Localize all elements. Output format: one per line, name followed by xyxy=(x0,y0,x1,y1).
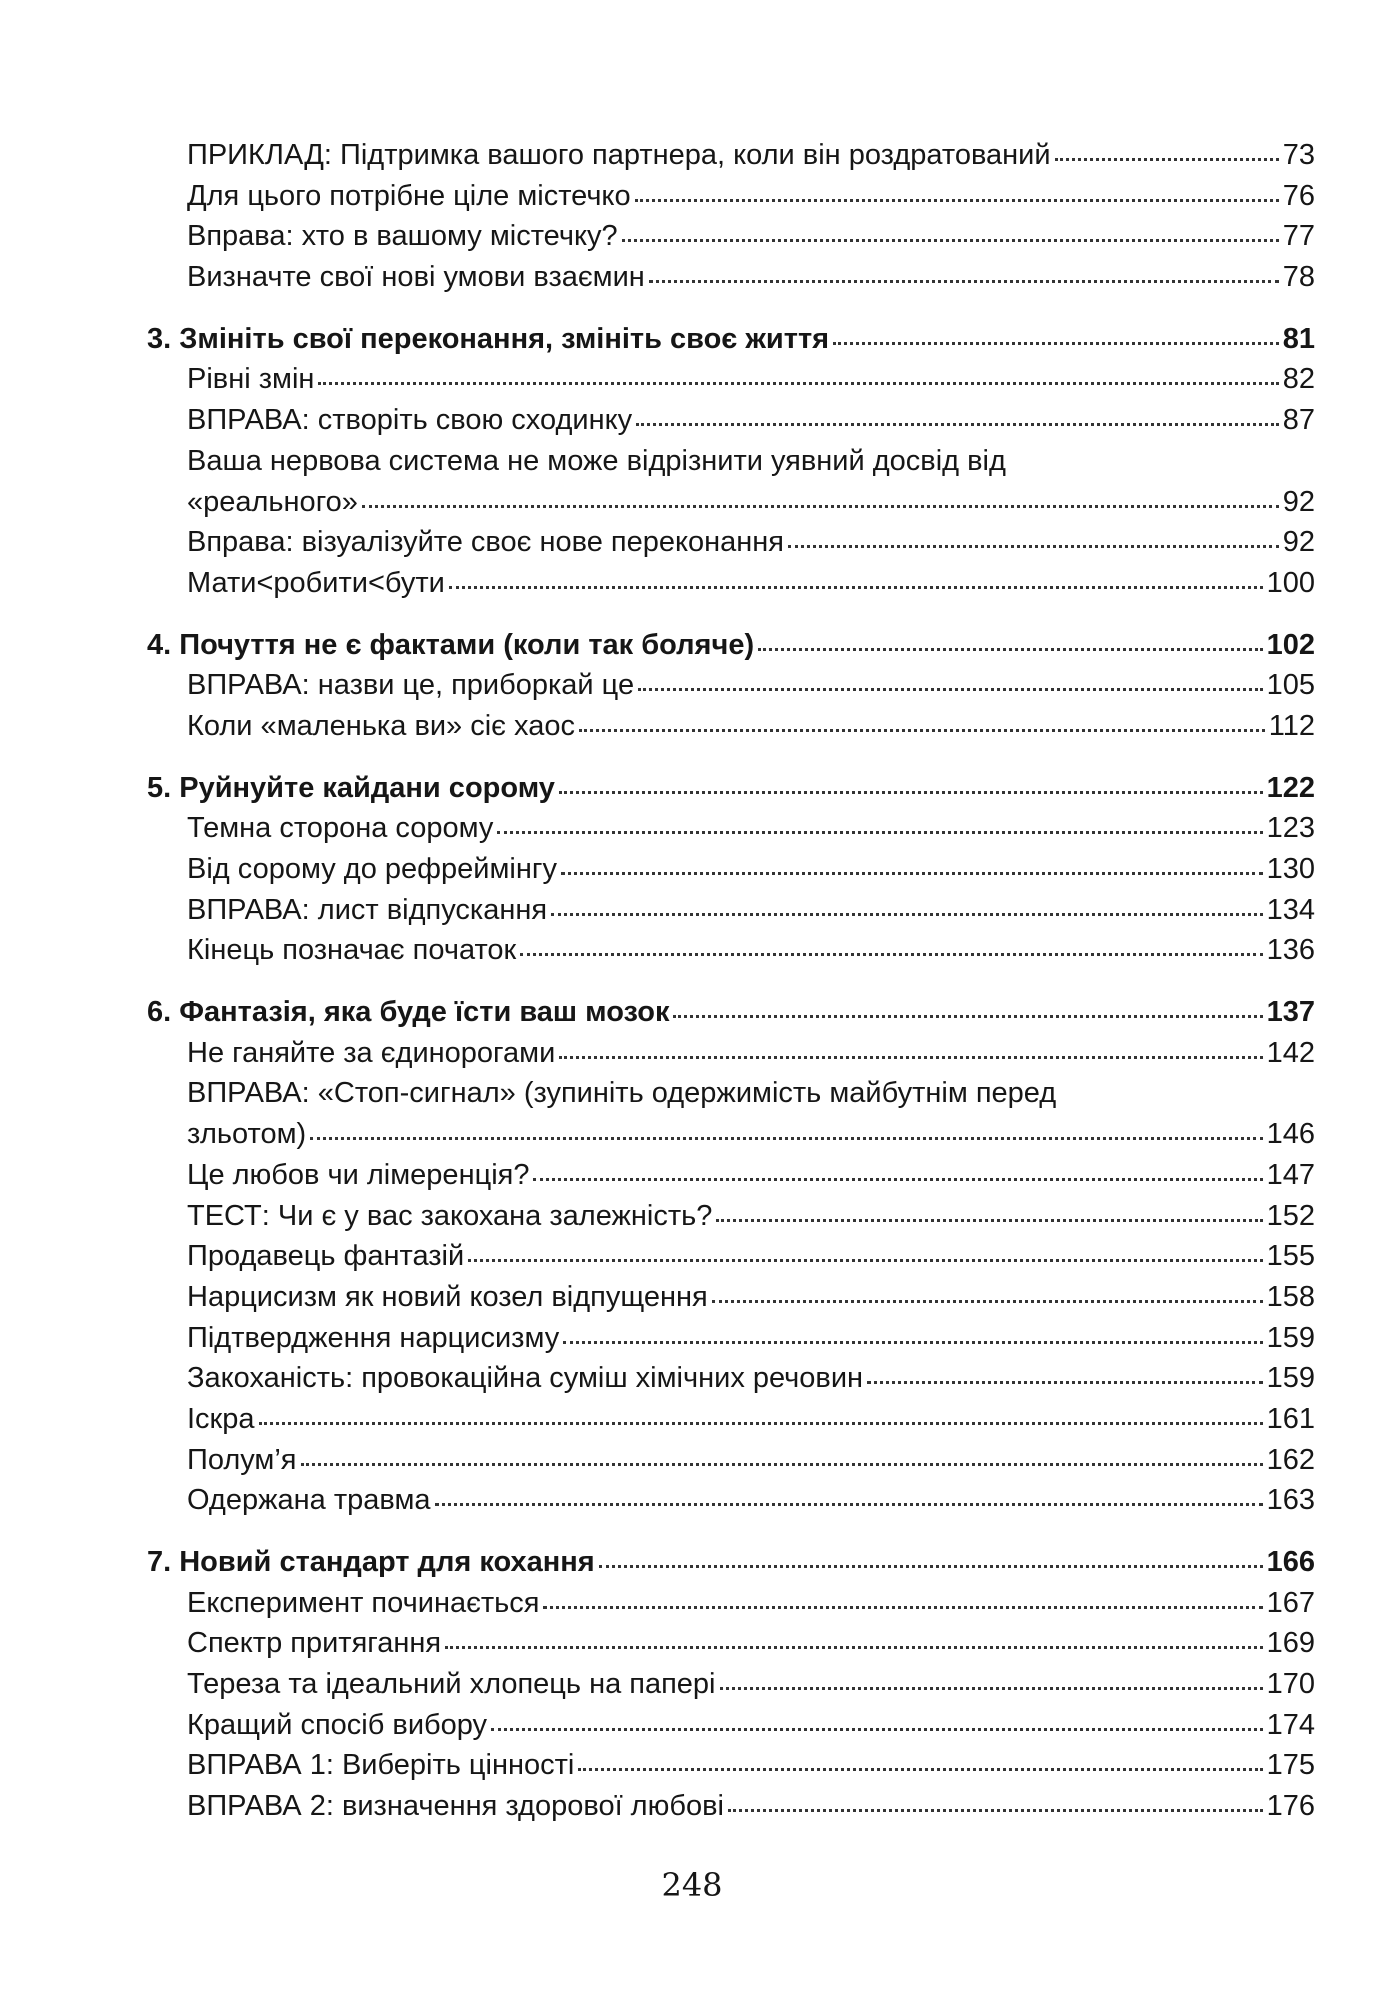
dot-leader xyxy=(520,953,1262,956)
toc-entry[interactable] xyxy=(147,849,1315,890)
entry-title: Полум’я xyxy=(187,1443,297,1476)
page-number: 248 xyxy=(661,1866,723,1904)
dot-leader xyxy=(559,1056,1262,1059)
chapter-entry[interactable] xyxy=(147,1542,1315,1583)
toc-entry[interactable] xyxy=(147,1583,1315,1624)
entry-title: Вправа: візуалізуйте своє нове переконання xyxy=(187,526,785,559)
entry-title: Продавець фантазій xyxy=(187,1240,465,1273)
toc-entry[interactable] xyxy=(147,1114,1315,1155)
entry-page-number: 155 xyxy=(1266,1240,1315,1273)
entry-page-number: 146 xyxy=(1266,1118,1315,1151)
entry-page-number: 82 xyxy=(1282,363,1315,396)
entry-page-number: 87 xyxy=(1282,404,1315,437)
entry-title: 6. Фантазія, яка буде їсти ваш мозок xyxy=(147,996,670,1029)
dot-leader xyxy=(468,1259,1262,1262)
entry-title: 4. Почуття не є фактами (коли так боляче) xyxy=(147,628,755,661)
toc-entry[interactable] xyxy=(147,1196,1315,1237)
toc-section xyxy=(147,768,1315,971)
entry-page-number: 78 xyxy=(1282,261,1315,294)
dot-leader xyxy=(638,688,1263,691)
toc-entry[interactable] xyxy=(147,1664,1315,1705)
entry-page-number: 147 xyxy=(1266,1158,1315,1191)
entry-page-number: 159 xyxy=(1266,1321,1315,1354)
dot-leader xyxy=(867,1381,1263,1384)
entry-page-number: 174 xyxy=(1266,1708,1315,1741)
dot-leader xyxy=(673,1015,1262,1018)
entry-title: зльотом) xyxy=(187,1118,307,1151)
dot-leader xyxy=(716,1219,1262,1222)
entry-title: 7. Новий стандарт для кохання xyxy=(147,1546,595,1578)
entry-title: Коли «маленька ви» сіє хаос xyxy=(187,709,575,742)
toc-entry[interactable] xyxy=(147,135,1315,176)
dot-leader xyxy=(728,1809,1263,1812)
toc-entry[interactable] xyxy=(147,1786,1315,1827)
entry-page-number: 102 xyxy=(1266,628,1315,661)
toc-entry[interactable] xyxy=(147,1358,1315,1399)
chapter-entry[interactable] xyxy=(147,992,1315,1033)
entry-title: ВПРАВА: «Стоп-сигнал» (зупиніть одержимість майбутнім перед xyxy=(187,1077,1057,1110)
toc-entry[interactable] xyxy=(147,400,1315,441)
dot-leader xyxy=(551,913,1263,916)
entry-title: ВПРАВА: створіть свою сходинку xyxy=(187,404,633,437)
dot-leader xyxy=(622,239,1279,242)
toc-entry[interactable] xyxy=(147,482,1315,523)
entry-page-number: 92 xyxy=(1282,526,1315,559)
entry-page-number: 112 xyxy=(1268,709,1315,742)
entry-title: Темна сторона сорому xyxy=(187,812,494,845)
toc-entry[interactable] xyxy=(147,522,1315,563)
entry-page-number: 100 xyxy=(1266,566,1315,599)
toc-section xyxy=(147,135,1315,298)
dot-leader xyxy=(635,199,1279,202)
entry-page-number: 162 xyxy=(1266,1443,1315,1476)
entry-page-number: 77 xyxy=(1282,220,1315,253)
entry-title: Нарцисизм як новий козел відпущення xyxy=(187,1280,708,1313)
dot-leader xyxy=(543,1606,1262,1609)
dot-leader xyxy=(497,831,1262,834)
toc-entry[interactable] xyxy=(147,1623,1315,1664)
entry-title: Мати<робити<бути xyxy=(187,566,445,599)
toc-entry[interactable] xyxy=(147,1073,1315,1114)
dot-leader xyxy=(362,505,1279,508)
chapter-entry[interactable] xyxy=(147,625,1315,666)
entry-title: Одержана травма xyxy=(187,1484,431,1517)
toc-entry[interactable] xyxy=(147,359,1315,400)
toc-entry[interactable] xyxy=(147,1705,1315,1746)
dot-leader xyxy=(559,791,1263,794)
entry-page-number: 81 xyxy=(1282,322,1315,355)
toc-section xyxy=(147,1542,1315,1827)
entry-title: Рівні змін xyxy=(187,363,315,396)
dot-leader xyxy=(649,280,1279,283)
dot-leader xyxy=(720,1687,1263,1690)
entry-page-number: 92 xyxy=(1282,485,1315,518)
entry-title: Закоханість: провокаційна суміш хімічних речовин xyxy=(187,1362,864,1395)
dot-leader xyxy=(445,1646,1263,1649)
toc-section xyxy=(147,992,1315,1521)
table-of-contents xyxy=(147,135,1315,1827)
entry-title: Це любов чи лімеренція? xyxy=(187,1158,530,1191)
dot-leader xyxy=(563,1341,1262,1344)
entry-page-number: 136 xyxy=(1266,934,1315,967)
dot-leader xyxy=(758,648,1263,651)
toc-entry[interactable] xyxy=(147,665,1315,706)
entry-page-number: 152 xyxy=(1266,1199,1315,1232)
dot-leader xyxy=(1055,158,1279,161)
entry-title: Ваша нервова система не може відрізнити уявний досвід від xyxy=(187,444,1006,477)
dot-leader xyxy=(833,342,1279,345)
toc-section xyxy=(147,319,1315,604)
dot-leader xyxy=(579,729,1265,732)
entry-title: Кінець позначає початок xyxy=(187,934,517,967)
entry-title: ТЕСТ: Чи є у вас закохана залежність? xyxy=(187,1199,713,1232)
toc-entry[interactable] xyxy=(147,1155,1315,1196)
dot-leader xyxy=(301,1463,1263,1466)
dot-leader xyxy=(449,586,1263,589)
entry-page-number: 169 xyxy=(1266,1627,1315,1660)
entry-title: Не ганяйте за єдинорогами xyxy=(187,1036,556,1069)
entry-title: ВПРАВА 2: визначення здорової любові xyxy=(187,1790,724,1823)
chapter-entry[interactable] xyxy=(147,768,1315,809)
entry-title: Експеримент починається xyxy=(187,1586,540,1619)
dot-leader xyxy=(310,1137,1262,1140)
entry-title: Кращий спосіб вибору xyxy=(187,1708,488,1741)
dot-leader xyxy=(318,382,1278,385)
toc-entry[interactable] xyxy=(147,1236,1315,1277)
entry-page-number: 130 xyxy=(1266,853,1315,885)
dot-leader xyxy=(259,1422,1263,1425)
toc-entry[interactable] xyxy=(147,890,1315,931)
dot-leader xyxy=(435,1503,1263,1506)
toc-entry[interactable] xyxy=(147,1399,1315,1440)
entry-page-number: 122 xyxy=(1266,771,1315,804)
entry-title: Тереза та ідеальний хлопець на папері xyxy=(187,1668,716,1701)
entry-page-number: 167 xyxy=(1266,1586,1315,1619)
toc-entry[interactable] xyxy=(147,441,1315,482)
entry-page-number: 73 xyxy=(1282,139,1315,171)
toc-entry[interactable] xyxy=(147,1440,1315,1481)
entry-title: Підтвердження нарцисизму xyxy=(187,1321,560,1354)
entry-page-number: 76 xyxy=(1282,179,1315,212)
entry-page-number: 175 xyxy=(1266,1749,1315,1782)
entry-title: Іскра xyxy=(187,1402,255,1435)
dot-leader xyxy=(636,423,1279,426)
toc-section xyxy=(147,625,1315,747)
dot-leader xyxy=(599,1565,1263,1568)
entry-title: ПРИКЛАД: Підтримка вашого партнера, коли він роздратований xyxy=(187,139,1051,171)
toc-entry[interactable] xyxy=(147,176,1315,217)
toc-entry[interactable] xyxy=(147,1480,1315,1521)
entry-page-number: 159 xyxy=(1266,1362,1315,1395)
entry-title: Визначте свої нові умови взаємин xyxy=(187,261,645,294)
entry-page-number: 166 xyxy=(1266,1546,1315,1578)
toc-entry[interactable] xyxy=(147,1745,1315,1786)
toc-entry[interactable] xyxy=(147,563,1315,604)
entry-title: ВПРАВА 1: Виберіть цінності xyxy=(187,1749,575,1782)
entry-page-number: 170 xyxy=(1266,1668,1315,1701)
entry-title: 3. Змініть свої переконання, змініть своє життя xyxy=(147,322,830,355)
entry-title: 5. Руйнуйте кайдани сорому xyxy=(147,771,555,804)
dot-leader xyxy=(491,1728,1263,1731)
entry-page-number: 105 xyxy=(1266,669,1315,702)
entry-page-number: 163 xyxy=(1266,1484,1315,1517)
toc-entry[interactable] xyxy=(147,257,1315,298)
entry-page-number: 158 xyxy=(1266,1280,1315,1313)
dot-leader xyxy=(712,1300,1263,1303)
entry-title: Від сорому до рефреймінгу xyxy=(187,853,557,885)
dot-leader xyxy=(533,1178,1262,1181)
entry-title: ВПРАВА: назви це, приборкай це xyxy=(187,669,635,702)
toc-entry[interactable] xyxy=(147,930,1315,971)
entry-page-number: 137 xyxy=(1266,996,1315,1029)
entry-title: Спектр притягання xyxy=(187,1627,442,1660)
toc-entry[interactable] xyxy=(147,216,1315,257)
entry-title: Для цього потрібне ціле містечко xyxy=(187,179,631,212)
entry-page-number: 134 xyxy=(1266,893,1315,926)
entry-title: ВПРАВА: лист відпускання xyxy=(187,893,548,926)
entry-page-number: 123 xyxy=(1266,812,1315,845)
toc-entry[interactable] xyxy=(147,808,1315,849)
toc-entry[interactable] xyxy=(147,1318,1315,1359)
chapter-entry[interactable] xyxy=(147,319,1315,360)
entry-title: Вправа: хто в вашому містечку? xyxy=(187,220,618,253)
dot-leader xyxy=(788,545,1279,548)
toc-entry[interactable] xyxy=(147,1277,1315,1318)
entry-page-number: 142 xyxy=(1266,1036,1315,1069)
entry-title: «реального» xyxy=(187,485,358,518)
dot-leader xyxy=(561,872,1263,875)
entry-page-number: 161 xyxy=(1266,1402,1315,1435)
dot-leader xyxy=(578,1768,1262,1771)
toc-entry[interactable] xyxy=(147,1033,1315,1074)
entry-page-number: 176 xyxy=(1266,1790,1315,1823)
toc-entry[interactable] xyxy=(147,706,1315,747)
